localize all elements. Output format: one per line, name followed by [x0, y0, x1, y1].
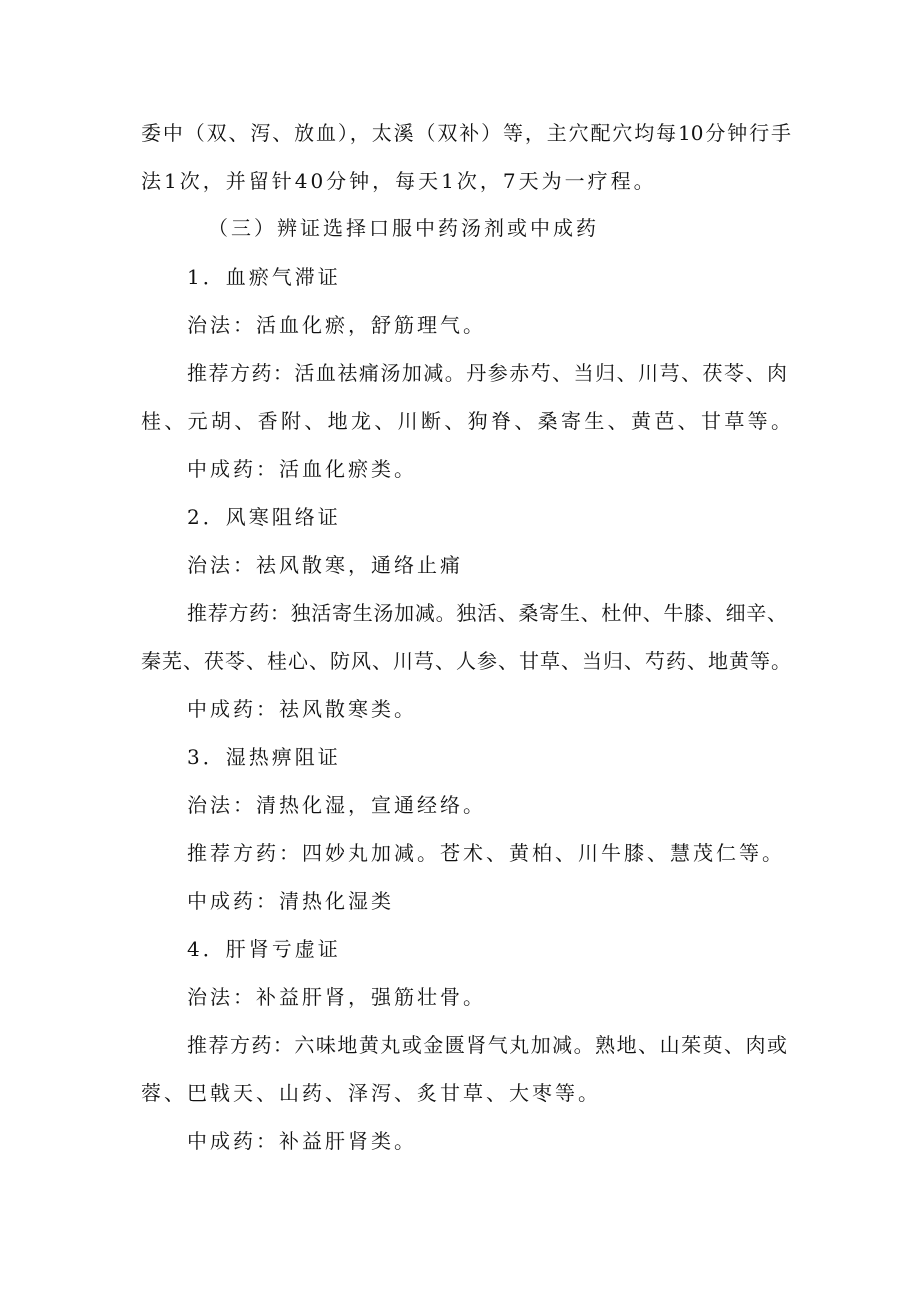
recommended-formula-1-cont: 桂、元胡、香附、地龙、川断、狗脊、桑寄生、黄芭、甘草等。 [141, 409, 791, 433]
syndrome-heading-1: 1．血瘀气滞证 [187, 265, 341, 289]
text-line-1: 委中（双、泻、放血），太溪（双补）等，主穴配穴均每10分钟行手 [141, 121, 791, 145]
treatment-method-1: 治法：活血化瘀，舒筋理气。 [187, 313, 486, 337]
patent-medicine-2: 中成药：祛风散寒类。 [187, 697, 417, 721]
syndrome-heading-3: 3．湿热痹阻证 [187, 745, 341, 769]
recommended-formula-2-cont: 秦芜、茯苓、桂心、防风、川芎、人参、甘草、当归、芍药、地黄等。 [141, 649, 791, 673]
patent-medicine-4: 中成药：补益肝肾类。 [187, 1129, 417, 1153]
recommended-formula-3: 推荐方药：四妙丸加减。苍术、黄柏、川牛膝、慧茂仁等。 [187, 841, 785, 865]
treatment-method-3: 治法：清热化湿，宣通经络。 [187, 793, 486, 817]
syndrome-heading-2: 2．风寒阻络证 [187, 505, 341, 529]
treatment-method-4: 治法：补益肝肾，强筋壮骨。 [187, 985, 486, 1009]
patent-medicine-1: 中成药：活血化瘀类。 [187, 457, 417, 481]
recommended-formula-4-cont: 蓉、巴戟天、山药、泽泻、炙甘草、大枣等。 [141, 1081, 601, 1105]
recommended-formula-1: 推荐方药：活血祛痛汤加减。丹参赤芍、当归、川芎、茯苓、肉 [187, 361, 787, 385]
syndrome-heading-4: 4．肝肾亏虚证 [187, 937, 341, 961]
section-heading: （三）辨证选择口服中药汤剂或中成药 [208, 216, 599, 240]
treatment-method-2: 治法：祛风散寒，通络止痛 [187, 553, 463, 577]
recommended-formula-4: 推荐方药：六味地黄丸或金匮肾气丸加减。熟地、山茱萸、肉或 [187, 1033, 787, 1057]
text-line-2: 法1次，并留针40分钟，每天1次，7天为一疗程。 [141, 169, 657, 193]
recommended-formula-2: 推荐方药：独活寄生汤加减。独活、桑寄生、杜仲、牛膝、细辛、 [187, 601, 787, 625]
patent-medicine-3: 中成药：清热化湿类 [187, 889, 394, 913]
